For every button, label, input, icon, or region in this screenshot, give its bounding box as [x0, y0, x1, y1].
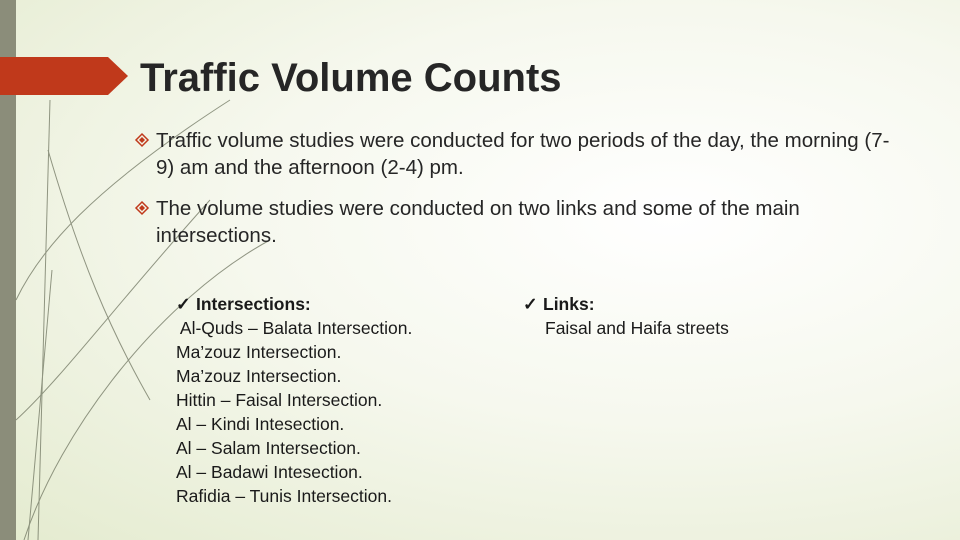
bullet-item [134, 195, 894, 249]
checkmark-icon: ✓ [523, 294, 538, 314]
diamond-bullet-icon [134, 127, 150, 154]
list-item: Al – Badawi Intesection. [176, 462, 363, 482]
bullet-text: Traffic volume studies were conducted for two periods of the day, the morning (7-9) am and the afternoon (2-4) pm. [156, 129, 890, 179]
list-item: Ma’zouz Intersection. [176, 342, 342, 362]
list-item: Al – Salam Intersection. [176, 438, 361, 458]
bullet-item [134, 127, 894, 181]
checkmark-icon: ✓ [176, 294, 191, 314]
links-list [523, 292, 729, 340]
list-item: Rafidia – Tunis Intersection. [176, 486, 392, 506]
intersections-heading: ✓ Intersections: [176, 294, 311, 314]
links-heading: ✓ Links: [523, 294, 595, 314]
list-item: Faisal and Haifa streets [545, 318, 729, 338]
list-item: Al-Quds – Balata Intersection. [176, 318, 413, 338]
diamond-bullet-icon [134, 195, 150, 222]
list-item: Ma’zouz Intersection. [176, 366, 342, 386]
list-item: Hittin – Faisal Intersection. [176, 390, 383, 410]
bullet-text: The volume studies were conducted on two links and some of the main intersections. [156, 197, 800, 247]
list-item: Al – Kindi Intesection. [176, 414, 345, 434]
slide-title: Traffic Volume Counts [140, 56, 562, 100]
title-accent-arrow [0, 57, 128, 95]
intersections-list [176, 292, 412, 508]
